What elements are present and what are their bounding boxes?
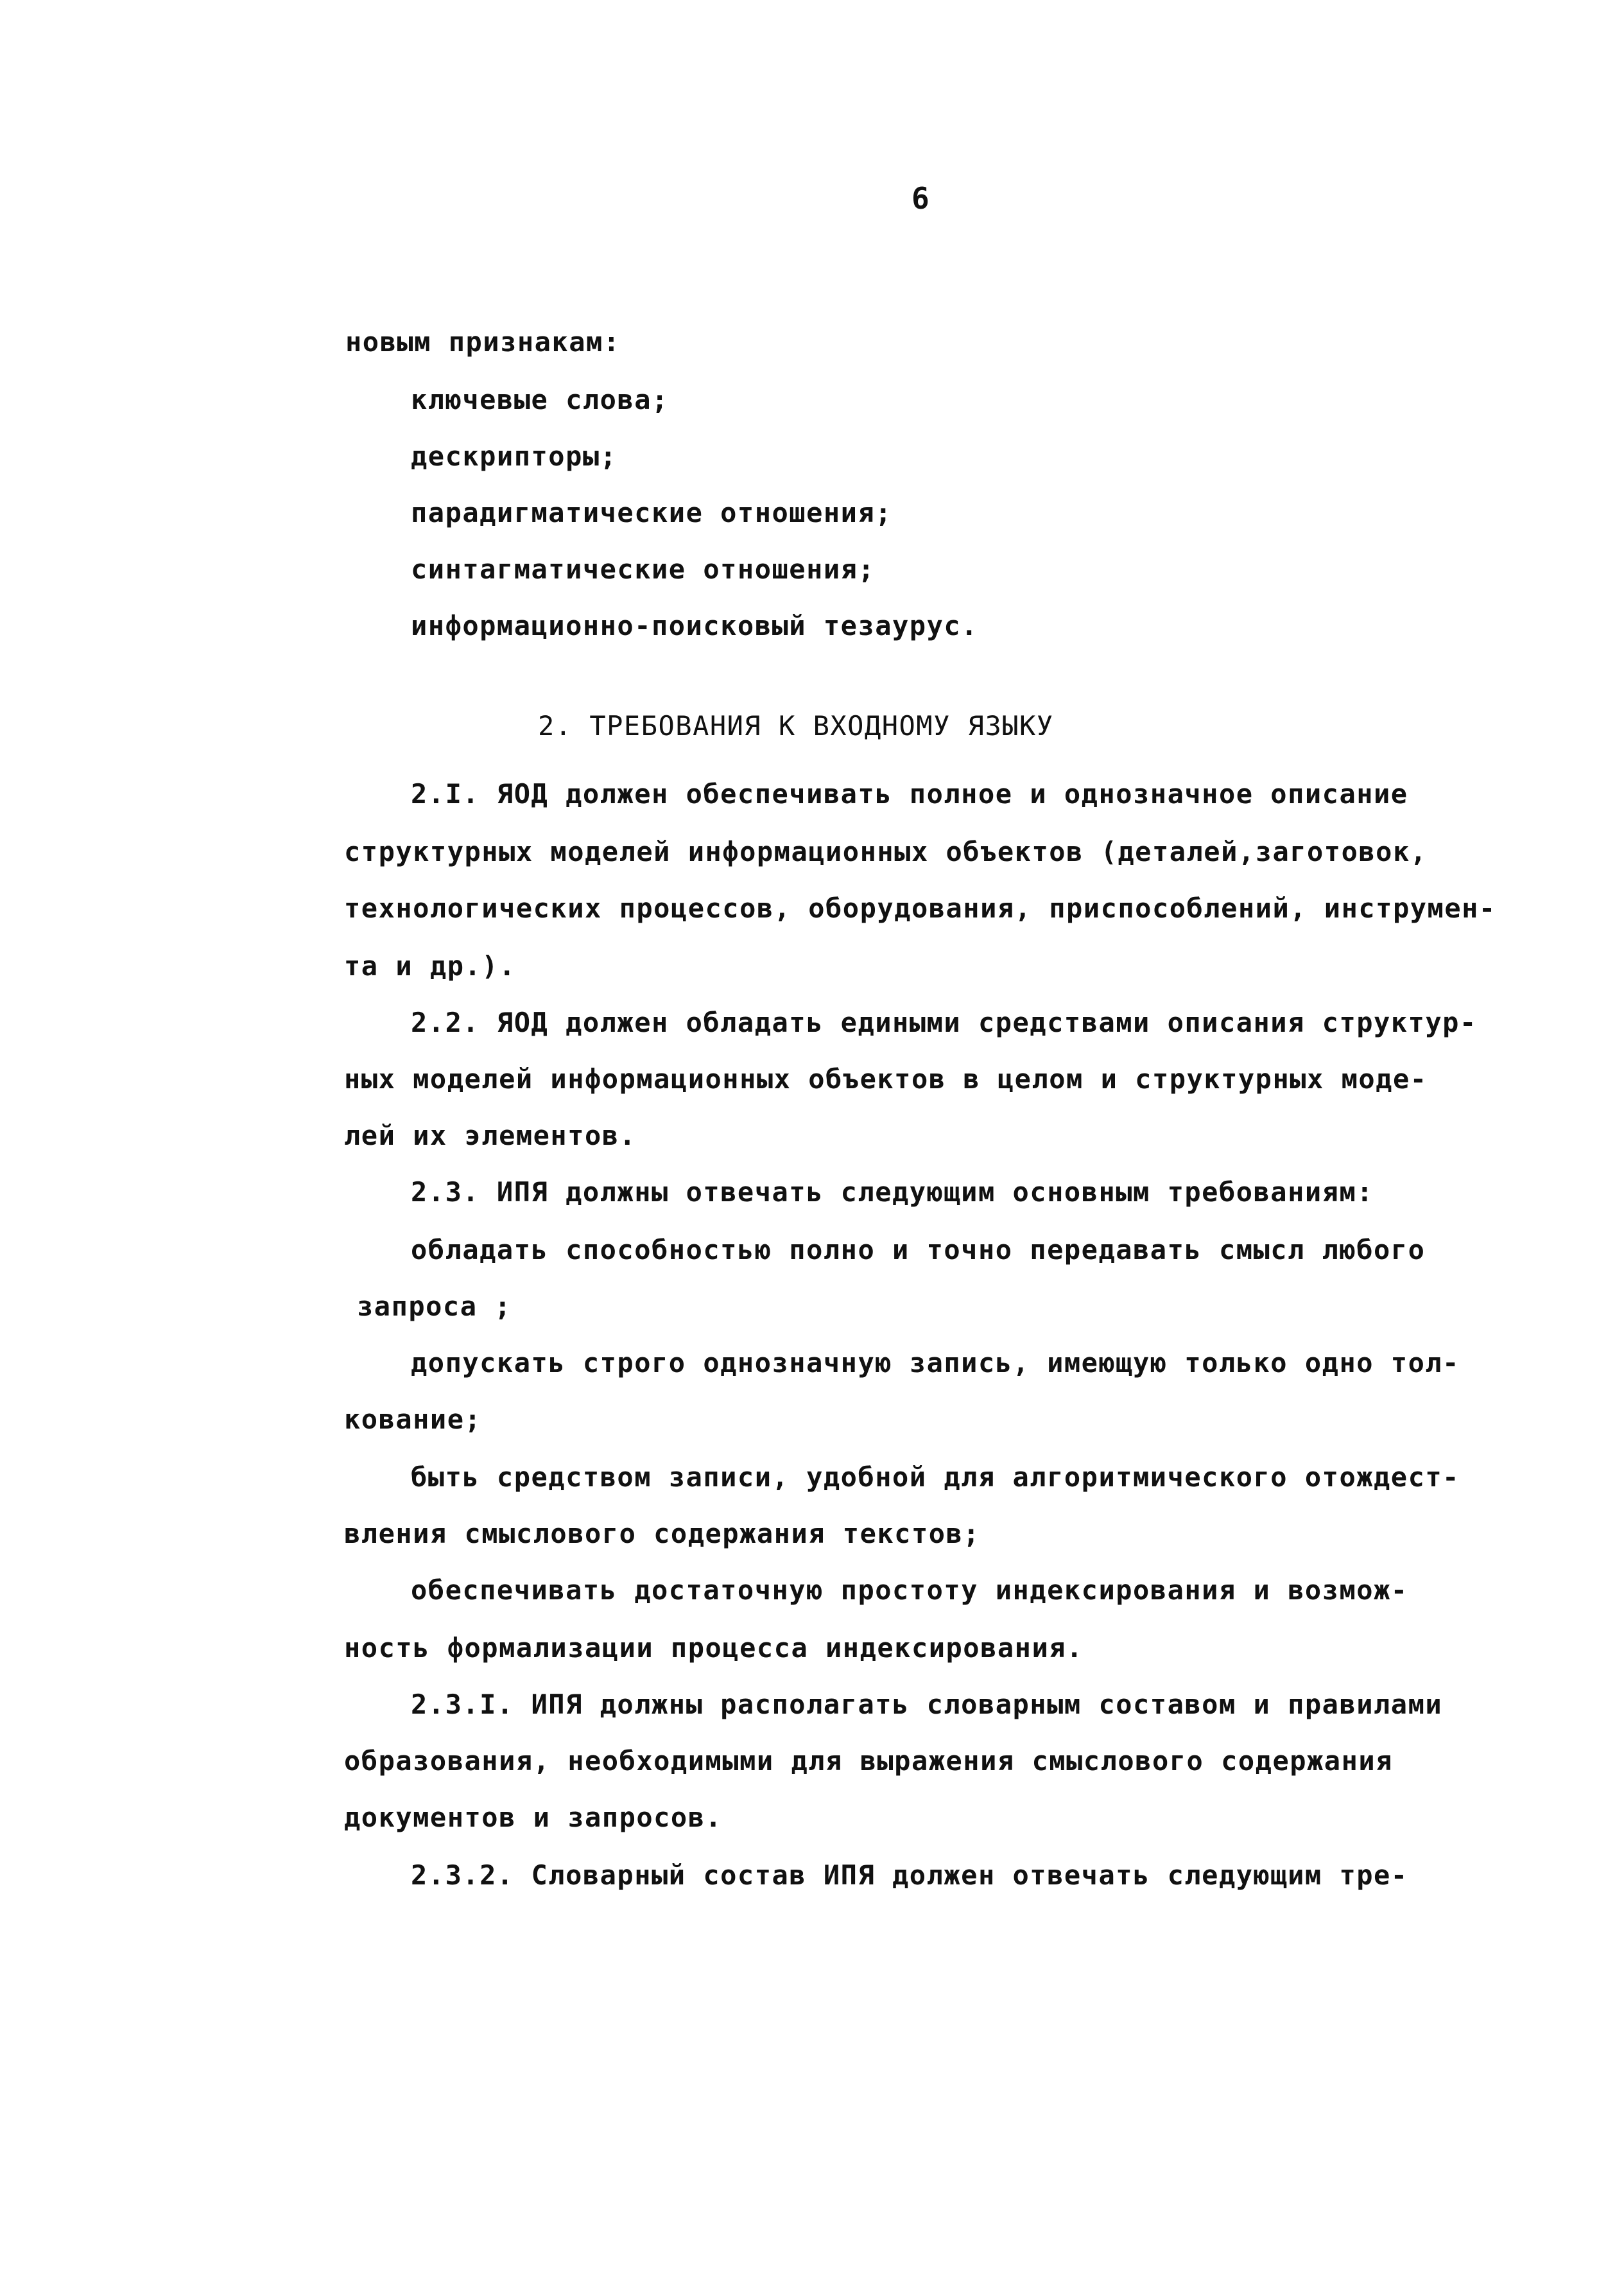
list-item: парадигматические отношения; bbox=[411, 497, 893, 528]
paragraph-line: обладать способностью полно и точно передавать смысл любого bbox=[411, 1234, 1426, 1265]
paragraph-line: 2.I. ЯОД должен обеспечивать полное и однозначное описание bbox=[411, 778, 1408, 810]
paragraph-line: 2.3.I. ИПЯ должны располагать словарным составом и правилами bbox=[411, 1689, 1443, 1720]
paragraph-line: допускать строго однозначную запись, имеющую только одно тол- bbox=[411, 1347, 1460, 1378]
list-item: дескрипторы; bbox=[411, 440, 618, 472]
paragraph-line: образования, необходимыми для выражения смыслового содержания bbox=[344, 1745, 1393, 1777]
intro-lead: новым признакам: bbox=[345, 326, 621, 358]
paragraph-line: быть средством записи, удобной для алгоритмического отождест- bbox=[411, 1461, 1460, 1493]
list-item: информационно-поисковый тезаурус. bbox=[411, 610, 978, 641]
paragraph-line: ных моделей информационных объектов в целом и структурных моде- bbox=[344, 1063, 1428, 1095]
paragraph-line: 2.3. ИПЯ должны отвечать следующим основным требованиям: bbox=[411, 1176, 1374, 1208]
paragraph-line: структурных моделей информационных объектов (деталей,заготовок, bbox=[344, 836, 1428, 867]
paragraph-line: та и др.). bbox=[344, 950, 516, 982]
list-item: ключевые слова; bbox=[411, 384, 669, 415]
paragraph-line: запроса ; bbox=[357, 1291, 512, 1322]
page-number: 6 bbox=[911, 181, 929, 216]
section-heading: 2. ТРЕБОВАНИЯ К ВХОДНОМУ ЯЗЫКУ bbox=[538, 710, 1054, 742]
paragraph-line: 2.3.2. Словарный состав ИПЯ должен отвечать следующим тре- bbox=[411, 1859, 1408, 1891]
paragraph-line: технологических процессов, оборудования, приспособлений, инструмен- bbox=[344, 892, 1496, 924]
paragraph-line: ность формализации процесса индексирования. bbox=[344, 1632, 1084, 1664]
paragraph-line: документов и запросов. bbox=[344, 1802, 723, 1833]
paragraph-line: кование; bbox=[344, 1404, 482, 1435]
list-item: синтагматические отношения; bbox=[411, 553, 876, 585]
paragraph-line: обеспечивать достаточную простоту индексирования и возмож- bbox=[411, 1574, 1408, 1606]
paragraph-line: вления смыслового содержания текстов; bbox=[344, 1518, 981, 1549]
paragraph-line: лей их элементов. bbox=[344, 1120, 637, 1151]
paragraph-line: 2.2. ЯОД должен обладать едиными средствами описания структур- bbox=[411, 1007, 1477, 1038]
